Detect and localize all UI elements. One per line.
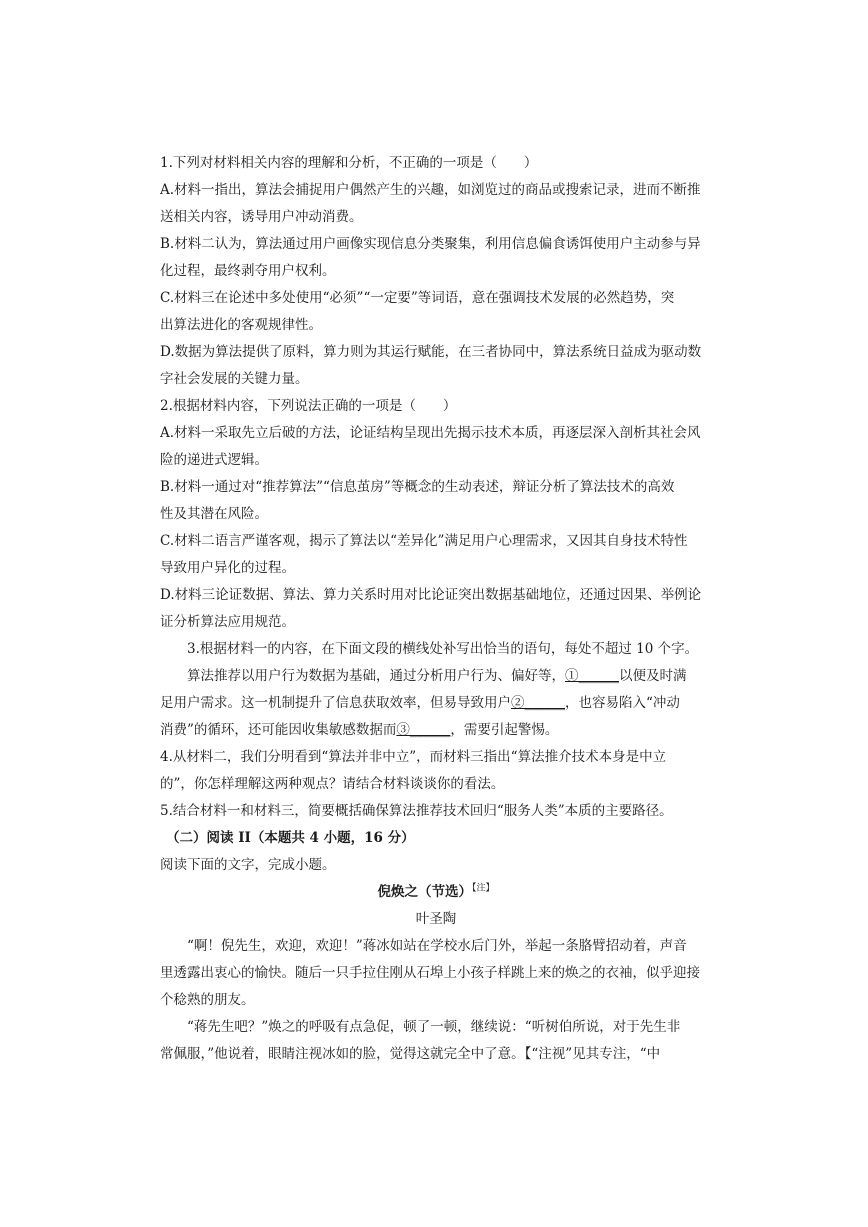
q2-option-d-line1: D.材料三论证数据、算法、算力关系时用对比论证突出数据基础地位，还通过因果、举例论 — [160, 587, 702, 603]
story-paragraph-2-line2: 常佩服，”他说着，眼睛注视冰如的脸，觉得这就完全中了意。【“注视”见其专注，“中 — [160, 1046, 661, 1062]
story-paragraph-1-line3: 个稔熟的朋友。 — [160, 992, 255, 1008]
q1-option-b-line2: 化过程，最终剥夺用户权利。 — [160, 263, 336, 279]
question-2-stem: 2.根据材料内容，下列说法正确的一项是（ ） — [160, 398, 457, 414]
fill-text: ，也容易陷入“冲动 — [565, 695, 680, 711]
story-paragraph-1-line1: “啊！倪先生，欢迎，欢迎！”蒋冰如站在学校水后门外，举起一条胳臂招动着，声音 — [187, 938, 687, 954]
article-note-marker: 【注】 — [471, 883, 495, 894]
q2-option-a-line1: A.材料一采取先立后破的方法，论证结构呈现出先揭示技术本质，再逐层深入剖析其社会风 — [160, 425, 701, 441]
article-title-text: 倪焕之（节选） — [377, 884, 472, 900]
fill-text: 以便及时满 — [619, 668, 687, 684]
blank-1: ①______ — [565, 668, 619, 684]
blank-3: ③______ — [396, 722, 451, 738]
question-4-line1: 4.从材料二，我们分明看到“算法并非中立”，而材料三指出“算法推介技术本身是中立 — [160, 749, 667, 765]
question-4-line2: 的”，你怎样理解这两种观点？请结合材料谈谈你的看法。 — [160, 776, 505, 792]
reading-instruction: 阅读下面的文字，完成小题。 — [160, 857, 336, 873]
fill-passage-line3 — [160, 717, 712, 744]
q1-option-c-line2: 出算法进化的客观规律性。 — [160, 317, 322, 333]
story-paragraph-1-line2: 里透露出衷心的愉快。随后一只手拉住刚从石埠上小孩子样跳上来的焕之的衣袖，似乎迎接 — [160, 965, 700, 981]
fill-text: 足用户需求。这一机制提升了信息获取效率，但易导致用户 — [160, 695, 511, 711]
q1-option-a-line1: A.材料一指出，算法会捕捉用户偶然产生的兴趣，如浏览过的商品或搜索记录，进而不断推 — [160, 182, 701, 198]
question-1-stem: 1.下列对材料相关内容的理解和分析，不正确的一项是（ ） — [160, 155, 538, 171]
fill-text: 算法推荐以用户行为数据为基础，通过分析用户行为、偏好等， — [187, 668, 565, 684]
blank-2: ②______ — [511, 695, 565, 711]
fill-text: 消费”的循环，还可能因收集敏感数据而 — [160, 722, 397, 738]
q2-option-a-line2: 险的递进式逻辑。 — [160, 452, 268, 468]
q1-option-c-line1: C.材料三在论述中多处使用“必须”“一定要”等词语，意在强调技术发展的必然趋势，突 — [160, 290, 675, 306]
q1-option-d-line1: D.数据为算法提供了原料，算力则为其运行赋能，在三者协同中，算法系统日益成为驱动数 — [160, 344, 702, 360]
q2-option-c-line1: C.材料二语言严谨客观，揭示了算法以“差异化”满足用户心理需求，又因其自身技术特性 — [160, 533, 688, 549]
question-5: 5.结合材料一和材料三，简要概括确保算法推荐技术回归“服务人类”本质的主要路径。 — [160, 803, 673, 819]
q1-option-d-line2: 字社会发展的关键力量。 — [160, 371, 309, 387]
fill-passage-line2 — [160, 690, 712, 717]
q2-option-b-line2: 性及其潜在风险。 — [160, 506, 268, 522]
q1-option-b-line1: B.材料二认为，算法通过用户画像实现信息分类聚集，利用信息偏食诱饵使用户主动参与异 — [160, 236, 701, 252]
question-3-stem: 3.根据材料一的内容，在下面文段的横线处补写出恰当的语句，每处不超过 10 个字。 — [187, 641, 699, 657]
document-page — [160, 150, 712, 1068]
story-paragraph-2-line1: “蒋先生吧？”焕之的呼吸有点急促，顿了一顿，继续说：“听树伯所说，对于先生非 — [187, 1019, 681, 1035]
section-heading: （二）阅读 II（本题共 4 小题，16 分） — [166, 830, 415, 846]
article-title — [160, 879, 712, 906]
q2-option-b-line1: B.材料一通过对“推荐算法”“信息茧房”等概念的生动表述，辩证分析了算法技术的高效 — [160, 479, 675, 495]
fill-text: ，需要引起警惕。 — [450, 722, 559, 738]
q2-option-c-line2: 导致用户异化的过程。 — [160, 560, 295, 576]
article-author: 叶圣陶 — [415, 911, 457, 927]
q1-option-a-line2: 送相关内容，诱导用户冲动消费。 — [160, 209, 363, 225]
fill-passage-line1 — [160, 663, 712, 690]
q2-option-d-line2: 证分析算法应用规范。 — [160, 614, 295, 630]
